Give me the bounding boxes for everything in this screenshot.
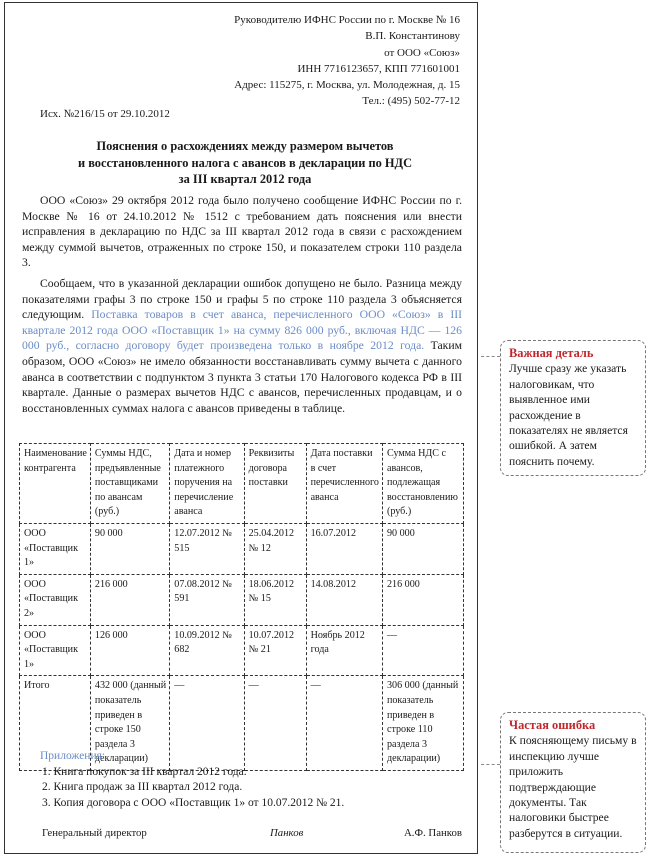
table-cell: 90 000 [90, 523, 169, 574]
attachments-title: Приложения: [40, 750, 106, 762]
table-cell: Итого [20, 676, 91, 771]
document-title [22, 138, 468, 188]
table-row [20, 574, 464, 625]
addressee-line: Руководителю ИФНС России по г. Москве № 16 [234, 14, 460, 26]
paragraph-explanation [22, 276, 462, 416]
addressee-line: Адрес: 115275, г. Москва, ул. Молодежная, д. 15 [234, 79, 460, 92]
table-cell: Ноябрь 2012 года [306, 625, 382, 676]
table-cell: 25.04.2012 № 12 [244, 523, 306, 574]
table-header-cell: Дата и номер платежного поручения на перечисление аванса [170, 444, 244, 524]
margin-note-common-mistake [500, 712, 646, 853]
table-cell: — [244, 676, 306, 771]
title-line: за III квартал 2012 года [178, 172, 312, 186]
title-line: Пояснения о расхождениях между размером вычетов [96, 139, 394, 153]
outgoing-reference: Исх. №216/15 от 29.10.2012 [40, 108, 170, 120]
attachment-item: 1. Книга покупок за III квартал 2012 года. [42, 765, 247, 778]
table-header-cell: Реквизиты договора поставки [244, 444, 306, 524]
vat-advances-table [19, 443, 464, 771]
table-cell: — [170, 676, 244, 771]
table-cell: ООО «Поставщик 2» [20, 574, 91, 625]
highlighted-explanation: Поставка товаров в счет аванса, перечисленного ООО «Союз» в III квартале 2012 года ООО «Поставщик 1» на сумму 826 000 руб., включая НДС — 126 000 руб., согласно договору будет произведена только в ноябре 2012 года. [22, 308, 462, 353]
table-cell: 16.07.2012 [306, 523, 382, 574]
table-cell: 90 000 [382, 523, 463, 574]
table-header-cell: Сумма НДС с авансов, подлежащая восстановлению (руб.) [382, 444, 463, 524]
addressee-line: от ООО «Союз» [384, 46, 460, 59]
table-cell: ООО «Поставщик 1» [20, 523, 91, 574]
table-cell: 14.08.2012 [306, 574, 382, 625]
table-cell: 306 000 (данный показатель приведен в строке 110 раздела 3 декларации) [382, 676, 463, 771]
addressee-line: ИНН 7716123657, КПП 771601001 [297, 62, 460, 75]
signatory-position: Генеральный директор [42, 827, 147, 839]
table-cell: 126 000 [90, 625, 169, 676]
table-header-cell: Суммы НДС, предъявленные поставщиками по авансам (руб.) [90, 444, 169, 524]
table-cell: ООО «Поставщик 1» [20, 625, 91, 676]
table-cell: — [306, 676, 382, 771]
explanation-text: Сообщаем, что в указанной декларации ошибок допущено не было. Разница между показателями графы 3 по строке 150 и графы 5 по строке 110 раздела 3 объясняется следующим. [22, 277, 462, 322]
attachment-item: 2. Книга продаж за III квартал 2012 года. [42, 781, 243, 794]
addressee-line: В.П. Константинову [365, 30, 460, 43]
note-connector [481, 764, 500, 765]
table-cell: 10.07.2012 № 21 [244, 625, 306, 676]
table-row [20, 523, 464, 574]
table-row [20, 625, 464, 676]
table-cell: 18.06.2012 № 15 [244, 574, 306, 625]
table-header-cell: Дата поставки в счет перечисленного аванса [306, 444, 382, 524]
table-header-row [20, 444, 464, 524]
note-text: К поясняющему письму в инспекцию лучше приложить подтверждающие документы. Так налоговики быстрее разберутся в ситуации. [509, 734, 637, 840]
addressee-block [180, 12, 460, 110]
attachment-item: 3. Копия договора с ООО «Поставщик 1» от 10.07.2012 № 21. [42, 796, 345, 809]
note-connector [481, 356, 500, 357]
attachments-block [22, 749, 462, 811]
table-cell: 10.09.2012 № 682 [170, 625, 244, 676]
table-cell: 07.08.2012 № 591 [170, 574, 244, 625]
title-line: и восстановленного налога с авансов в декларации по НДС [77, 155, 413, 170]
note-title: Частая ошибка [509, 718, 596, 732]
table-cell: 12.07.2012 № 515 [170, 523, 244, 574]
table-header-cell: Наименование контрагента [20, 444, 91, 524]
explanation-conclusion: Таким образом, ООО «Союз» не имело обязанности восстанавливать сумму вычета с данного аванса в соответствии с подпунктом 3 пункта 3 статьи 170 Налогового кодекса РФ в III квартале. Данные о размерах вычетов НДС с авансов, перечисленных продавцам, и о восстановленных суммах налога с авансов приведены в таблице. [22, 339, 462, 415]
table-cell: — [382, 625, 463, 676]
signatory-name: А.Ф. Панков [404, 827, 462, 839]
margin-note-important [500, 340, 646, 476]
handwritten-signature: Панков [270, 827, 304, 839]
table-cell: 432 000 (данный показатель приведен в строке 150 раздела 3 декларации) [90, 676, 169, 771]
addressee-line: Тел.: (495) 502-77-12 [362, 95, 460, 108]
paragraph-request: ООО «Союз» 29 октября 2012 года было получено сообщение ИФНС России по г. Москве № 16 от 24.10.2012 № 1512 с требованием дать пояснения или внести исправления в декларацию по НДС за III квартал 2012 года в связи с расхождением между суммой вычетов, отраженных по строке 150, и показателем строки 110 раздела 3. [22, 194, 462, 270]
note-title: Важная деталь [509, 346, 594, 360]
table-cell: 216 000 [90, 574, 169, 625]
note-text: Лучше сразу же указать налоговикам, что выявленное ими расхождение в показателях не является ошибкой. А затем пояснить почему. [509, 362, 628, 468]
table-cell: 216 000 [382, 574, 463, 625]
